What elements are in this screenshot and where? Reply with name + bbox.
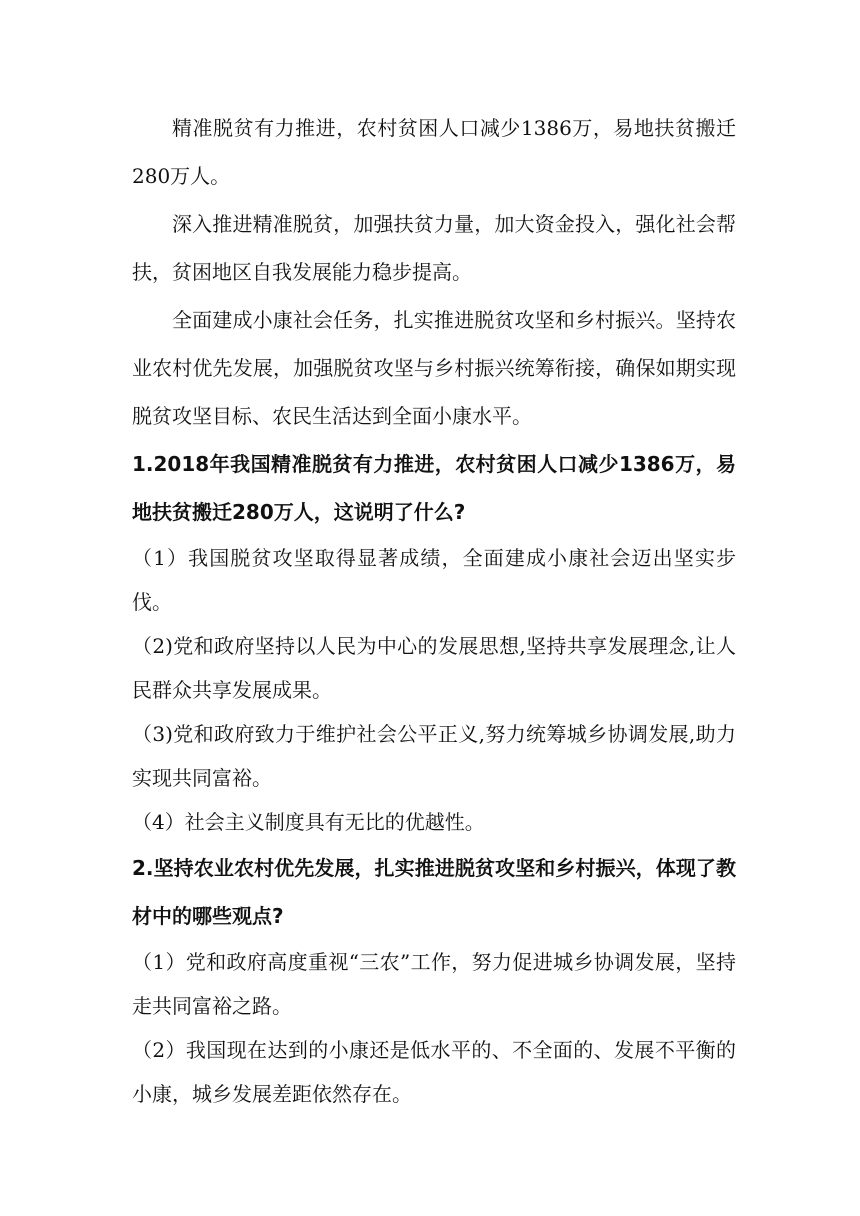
answer-item: （2）我国现在达到的小康还是低水平的、不全面的、发展不平衡的小康，城乡发展差距依然存在。 <box>132 1038 736 1106</box>
answer-item: （1）党和政府高度重视“三农”工作，努力促进城乡协调发展，坚持走共同富裕之路。 <box>132 950 736 1018</box>
answer-item: （2)党和政府坚持以人民为中心的发展思想,坚持共享发展理念,让人民群众共享发展成果。 <box>132 634 736 702</box>
intro-paragraph: 全面建成小康社会任务，扎实推进脱贫攻坚和乡村振兴。坚持农业农村优先发展，加强脱贫攻坚与乡村振兴统筹衔接，确保如期实现脱贫攻坚目标、农民生活达到全面小康水平。 <box>132 308 736 428</box>
document-page <box>132 104 736 1116</box>
intro-paragraph: 深入推进精准脱贫，加强扶贫力量，加大资金投入，强化社会帮扶，贫困地区自我发展能力稳步提高。 <box>132 212 736 284</box>
intro-paragraph: 精准脱贫有力推进，农村贫困人口减少1386万，易地扶贫搬迁280万人。 <box>132 116 736 188</box>
question-title: 2.坚持农业农村优先发展，扎实推进脱贫攻坚和乡村振兴，体现了教材中的哪些观点? <box>132 856 736 928</box>
answer-item: （1）我国脱贫攻坚取得显著成绩，全面建成小康社会迈出坚实步伐。 <box>132 546 736 614</box>
answer-item: （3)党和政府致力于维护社会公平正义,努力统筹城乡协调发展,助力实现共同富裕。 <box>132 722 736 790</box>
question-title: 1.2018年我国精准脱贫有力推进，农村贫困人口减少1386万，易地扶贫搬迁280万人，这说明了什么? <box>132 452 736 524</box>
answer-item: （4）社会主义制度具有无比的优越性。 <box>132 810 485 834</box>
